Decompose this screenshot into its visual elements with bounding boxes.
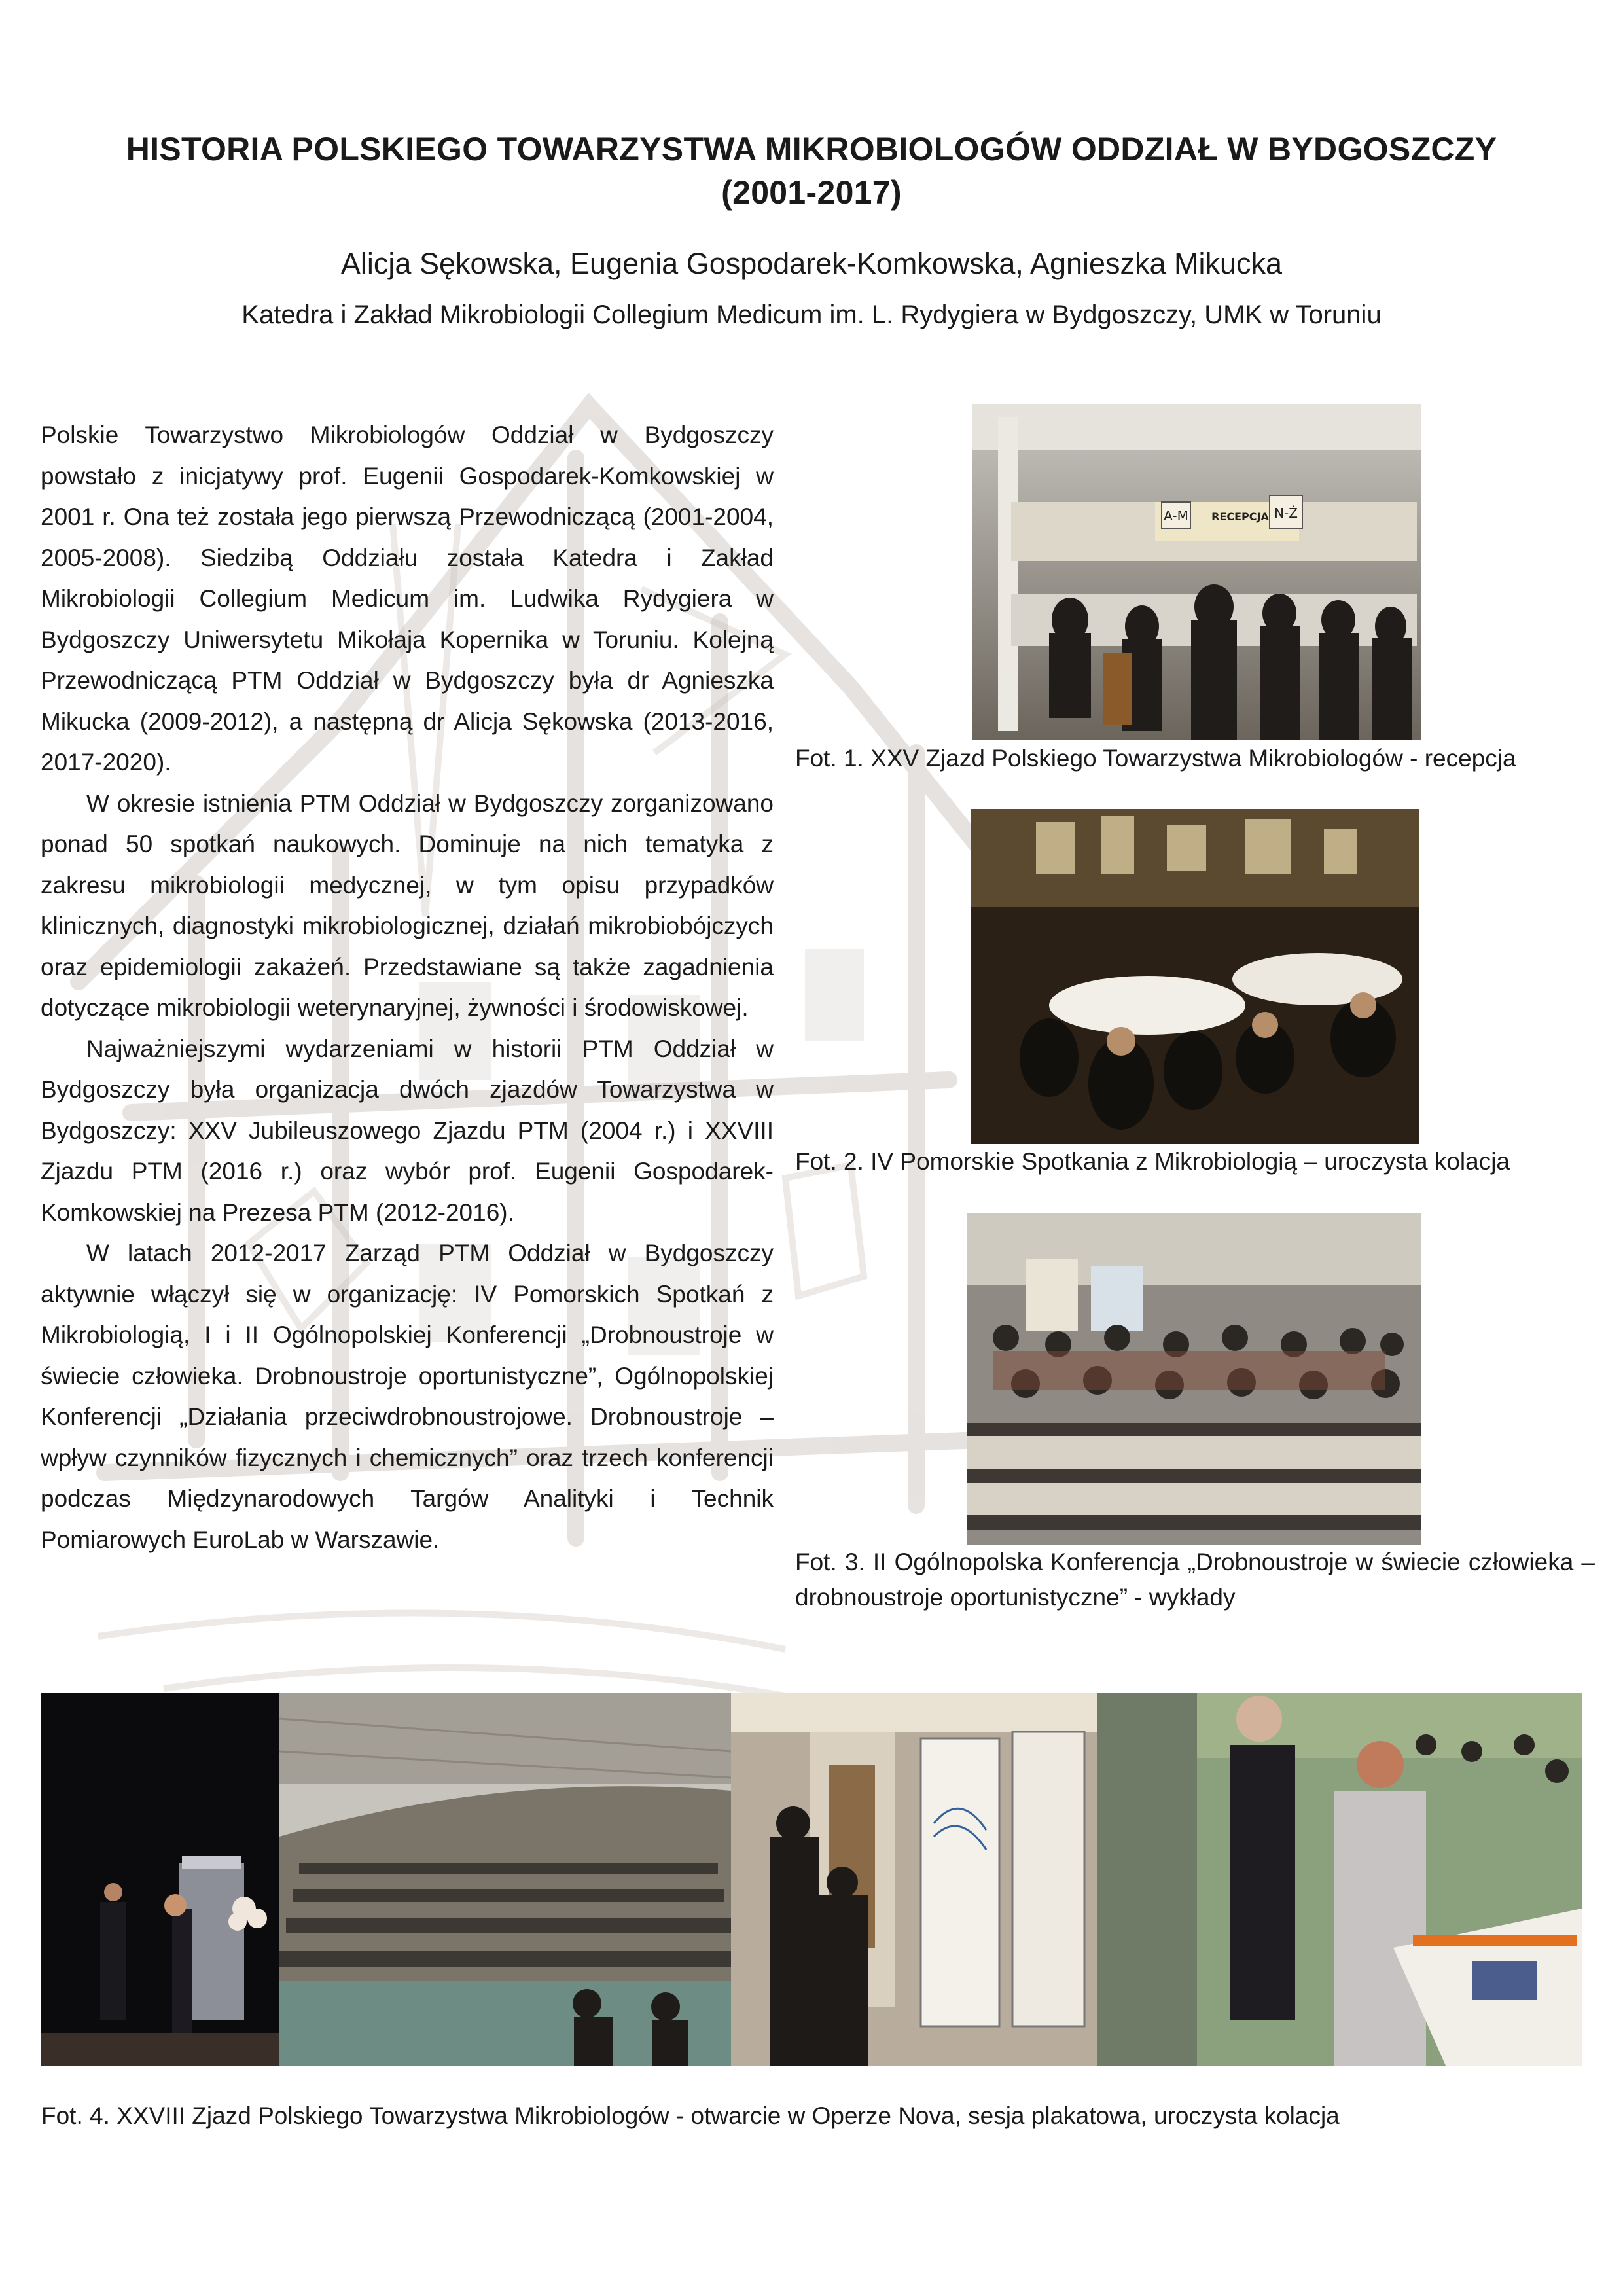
paragraph-3: Najważniejszymi wydarzeniami w historii PTM Oddział w Bydgoszczy była organizacja dwóch zjazdów Towarzystwa w Bydgoszczy: XXV Jubileuszowego Zjazdu PTM (2004 r.) i XXVIII Zjazdu PTM (2016 r.) oraz wybór prof. Eugenii Gospodarek-Komkowskiej na Prezesa PTM (2012-2016). bbox=[41, 1035, 774, 1226]
photo-collage-opening bbox=[41, 1693, 279, 2066]
caption-photo-1: Fot. 1. XXV Zjazd Polskiego Towarzystwa Mikrobiologów - recepcja bbox=[795, 745, 1516, 772]
sign-n-z: N-Ż bbox=[1274, 505, 1298, 521]
caption-photo-4: Fot. 4. XXVIII Zjazd Polskiego Towarzystwa Mikrobiologów - otwarcie w Operze Nova, sesja plakatowa, uroczysta kolacja bbox=[41, 2102, 1340, 2129]
affiliation: Katedra i Zakład Mikrobiologii Collegium Medicum im. L. Rydygiera w Bydgoszczy, UMK w Toruniu bbox=[241, 300, 1382, 329]
photo-collage-gala-dinner bbox=[1197, 1693, 1582, 2066]
paragraph-1: Polskie Towarzystwo Mikrobiologów Oddział w Bydgoszczy powstało z inicjatywy prof. Eugenii Gospodarek-Komkowskiej w 2001 r. Ona też została jego pierwszą Przewodniczącą (2001-2004, 2005-2008). Siedzibą Oddziału została Katedra i Zakład Mikrobiologii Collegium Medicum im. Ludwika Rydygiera w Bydgoszczy Uniwersytetu Mikołaja Kopernika w Toruniu. Kolejną Przewodniczącą PTM Oddział w Bydgoszczy była dr Agnieszka Mikucka (2009-2012), a następną dr Alicja Sękowska (2013-2016, 2017-2020). bbox=[41, 422, 774, 776]
sign-a-m: A-M bbox=[1164, 508, 1188, 524]
photo-collage-auditorium bbox=[279, 1693, 731, 2066]
caption-photo-2: Fot. 2. IV Pomorskie Spotkania z Mikrobiologią – uroczysta kolacja bbox=[795, 1148, 1510, 1175]
title-line-1: HISTORIA POLSKIEGO TOWARZYSTWA MIKROBIOLOGÓW ODDZIAŁ W BYDGOSZCZY bbox=[126, 131, 1497, 168]
caption-photo-3: Fot. 3. II Ogólnopolska Konferencja „Drobnoustroje w świecie człowieka – drobnoustroje oportunistyczne” - wykłady bbox=[795, 1549, 1595, 1611]
article-body bbox=[41, 415, 774, 1560]
photo-reception bbox=[972, 404, 1421, 740]
sign-recepcja: RECEPCJA bbox=[1211, 511, 1269, 523]
title-line-2: (2001-2017) bbox=[721, 174, 902, 211]
paragraph-4: W latach 2012-2017 Zarząd PTM Oddział w Bydgoszczy aktywnie włączył się w organizację: IV Pomorskich Spotkań z Mikrobiologią, I i II Ogólnopolskiej Konferencji „Drobnoustroje w świecie człowieka. Drobnoustroje oportunistyczne”, Ogólnopolskiej Konferencji „Działania przeciwdrobnoustrojowe. Drobnoustroje – wpływ czynników fizycznych i chemicznych” oraz trzech konferencji podczas Międzynarodowych Targów Analityki i Technik Pomiarowych EuroLab w Warszawie. bbox=[41, 1240, 774, 1553]
authors: Alicja Sękowska, Eugenia Gospodarek-Komkowska, Agnieszka Mikucka bbox=[340, 247, 1283, 280]
photo-collage-poster-session bbox=[731, 1693, 1197, 2066]
photo-lectures bbox=[967, 1213, 1421, 1545]
paragraph-2: W okresie istnienia PTM Oddział w Bydgoszczy zorganizowano ponad 50 spotkań naukowych. Dominuje na nich tematyka z zakresu mikrobiologii medycznej, w tym opisu przypadków klinicznych, diagnostyki mikrobiologicznej, działań mikrobiobójczych oraz epidemiologii zakażeń. Przedstawiane są także zagadnienia dotyczące mikrobiologii weterynaryjnej, żywności i środowiskowej. bbox=[41, 789, 774, 1021]
photo-dinner bbox=[971, 809, 1419, 1144]
page-header bbox=[0, 128, 1623, 332]
